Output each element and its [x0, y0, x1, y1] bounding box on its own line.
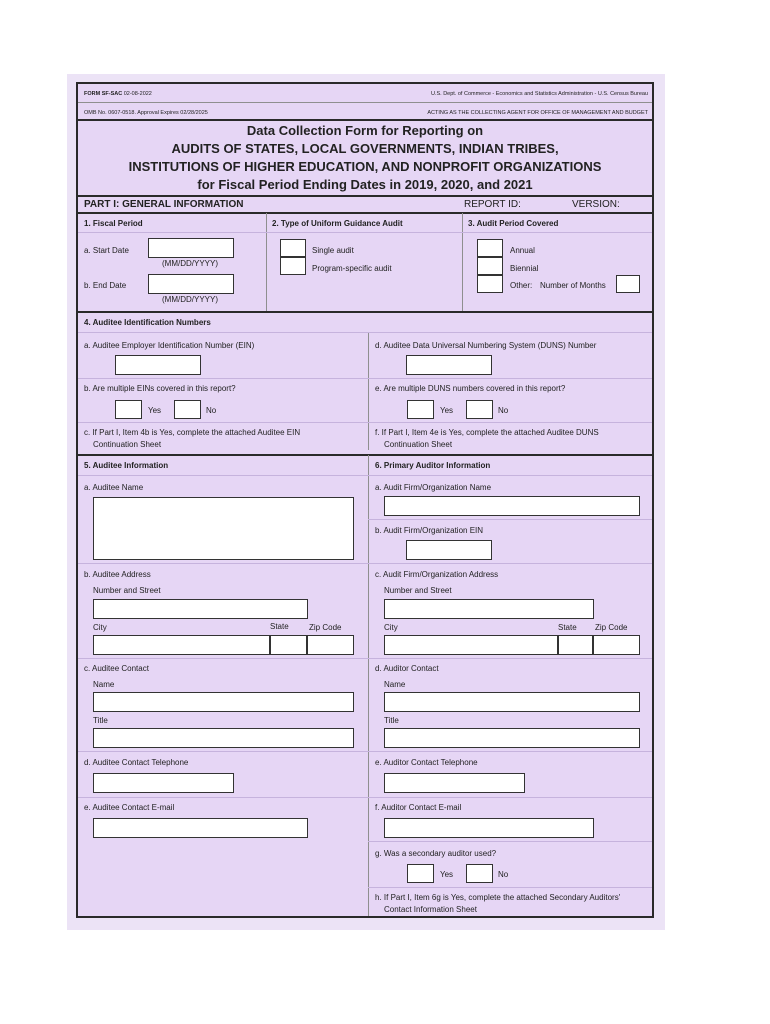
ein-input[interactable] — [115, 355, 201, 375]
auditor-rule-5 — [368, 797, 652, 798]
multiple-eins-label: b. Are multiple EINs covered in this report? — [84, 384, 236, 393]
auditor-email-label: f. Auditor Contact E-mail — [375, 803, 462, 812]
auditee-contact-name-label: Name — [93, 680, 115, 689]
sec-1-3-header-rule — [78, 232, 652, 233]
multiple-duns-no-checkbox[interactable] — [466, 400, 493, 419]
auditor-email-input[interactable] — [384, 818, 594, 838]
auditor-phone-input[interactable] — [384, 773, 525, 793]
sec-4-row-rule-1 — [78, 378, 652, 379]
audit-period-title: 3. Audit Period Covered — [468, 219, 559, 228]
multiple-duns-yes-label: Yes — [440, 406, 454, 415]
part-1-rule — [78, 212, 652, 214]
auditor-ein-label: b. Audit Firm/Organization EIN — [375, 526, 484, 535]
secondary-auditor-yes-label: Yes — [440, 870, 454, 879]
auditor-rule-4 — [368, 751, 652, 752]
single-audit-checkbox[interactable] — [280, 239, 306, 257]
multiple-eins-no-label: No — [206, 406, 217, 415]
duns-input[interactable] — [406, 355, 492, 375]
auditee-contact-label: c. Auditee Contact — [84, 664, 149, 673]
program-specific-label: Program-specific audit — [312, 264, 392, 273]
sec-4-bottom-rule — [78, 454, 652, 456]
divider-2-3 — [462, 213, 463, 311]
ein-continuation-line-2: Continuation Sheet — [93, 440, 162, 449]
ein-label: a. Auditee Employer Identification Number (EIN) — [84, 341, 255, 350]
multiple-duns-no-label: No — [498, 406, 509, 415]
auditee-email-label: e. Auditee Contact E-mail — [84, 803, 175, 812]
end-date-label: b. End Date — [84, 281, 127, 290]
auditor-contact-label: d. Auditor Contact — [375, 664, 439, 673]
agent-text: ACTING AS THE COLLECTING AGENT FOR OFFICE OF MANAGEMENT AND BUDGET — [427, 110, 648, 116]
title-bottom-rule — [78, 195, 652, 197]
auditor-street-input[interactable] — [384, 599, 594, 619]
auditor-firm-input[interactable] — [384, 496, 640, 516]
start-date-input[interactable] — [148, 238, 234, 258]
auditor-state-input[interactable] — [558, 635, 593, 655]
auditee-city-label: City — [93, 623, 107, 632]
part-1-title: PART I: GENERAL INFORMATION — [84, 199, 244, 210]
fiscal-period-title: 1. Fiscal Period — [84, 219, 143, 228]
auditor-contact-name-input[interactable] — [384, 692, 640, 712]
multiple-eins-no-checkbox[interactable] — [174, 400, 201, 419]
auditee-rule-3 — [78, 751, 368, 752]
form-title-line-4: for Fiscal Period Ending Dates in 2019, 2020, and 2021 — [197, 177, 533, 192]
auditee-ids-title: 4. Auditee Identification Numbers — [84, 318, 211, 327]
sf-sac-form — [76, 82, 654, 918]
auditor-street-label: Number and Street — [384, 586, 452, 595]
other-label: Other: — [510, 281, 533, 290]
duns-continuation-line-2: Continuation Sheet — [384, 440, 453, 449]
number-of-months-label: Number of Months — [540, 281, 606, 290]
other-checkbox[interactable] — [477, 275, 503, 293]
auditee-rule-4 — [78, 797, 368, 798]
biennial-checkbox[interactable] — [477, 257, 503, 275]
auditee-info-title: 5. Auditee Information — [84, 461, 169, 470]
auditee-name-label: a. Auditee Name — [84, 483, 144, 492]
divider-1-2 — [266, 213, 267, 311]
auditor-address-label: c. Audit Firm/Organization Address — [375, 570, 499, 579]
form-code: FORM SF-SAC — [84, 91, 123, 97]
auditee-street-input[interactable] — [93, 599, 308, 619]
auditee-zip-input[interactable] — [307, 635, 354, 655]
secondary-auditor-sheet-line-1: h. If Part I, Item 6g is Yes, complete the attached Secondary Auditors' — [375, 893, 621, 902]
multiple-duns-label: e. Are multiple DUNS numbers covered in this report? — [375, 384, 566, 393]
auditee-state-input[interactable] — [270, 635, 307, 655]
auditor-city-input[interactable] — [384, 635, 558, 655]
auditor-phone-label: e. Auditor Contact Telephone — [375, 758, 478, 767]
header-divider — [78, 102, 652, 103]
omb-text: OMB No. 0607-0518. Approval Expires 02/28/2025 — [84, 110, 208, 116]
form-title-line-1: Data Collection Form for Reporting on — [246, 123, 484, 138]
duns-label: d. Auditee Data Universal Numbering System (DUNS) Number — [375, 341, 597, 350]
sec-3-bottom-rule — [78, 311, 652, 313]
program-specific-checkbox[interactable] — [280, 257, 306, 275]
auditor-rule-1 — [368, 519, 652, 520]
single-audit-label: Single audit — [312, 246, 354, 255]
auditee-name-input[interactable] — [93, 497, 354, 560]
auditor-contact-name-label: Name — [384, 680, 406, 689]
secondary-auditor-no-checkbox[interactable] — [466, 864, 493, 883]
annual-label: Annual — [510, 246, 535, 255]
secondary-auditor-no-label: No — [498, 870, 509, 879]
ein-continuation-line-1: c. If Part I, Item 4b is Yes, complete the attached Auditee EIN — [84, 428, 301, 437]
auditee-zip-label: Zip Code — [309, 623, 342, 632]
audit-type-title: 2. Type of Uniform Guidance Audit — [272, 219, 403, 228]
sec-4-divider — [368, 333, 369, 450]
version-label: VERSION: — [572, 199, 620, 210]
sec-5-6-header-rule — [78, 475, 652, 476]
sec-5-6-divider — [368, 455, 369, 916]
multiple-duns-yes-checkbox[interactable] — [407, 400, 434, 419]
dept-text: U.S. Dept. of Commerce - Economics and Statistics Administration - U.S. Census Bureau — [430, 91, 648, 97]
auditor-info-title: 6. Primary Auditor Information — [375, 461, 491, 470]
form-date: 02-08-2022 — [123, 91, 152, 97]
auditor-firm-label: a. Audit Firm/Organization Name — [375, 483, 492, 492]
auditor-rule-3 — [368, 658, 652, 659]
start-date-hint: (MM/DD/YYYY) — [162, 259, 218, 268]
auditee-address-label: b. Auditee Address — [84, 570, 151, 579]
sec-4-row-rule-2 — [78, 422, 652, 423]
form-title-line-3: INSTITUTIONS OF HIGHER EDUCATION, AND NONPROFIT ORGANIZATIONS — [128, 159, 602, 174]
end-date-hint: (MM/DD/YYYY) — [162, 295, 218, 304]
auditee-contact-title-input[interactable] — [93, 728, 354, 748]
secondary-auditor-sheet-line-2: Contact Information Sheet — [384, 905, 477, 914]
form-code-line — [84, 92, 152, 98]
auditee-state-label: State — [270, 622, 289, 631]
sec-4-header-rule — [78, 332, 652, 333]
auditor-city-label: City — [384, 623, 398, 632]
auditee-city-input[interactable] — [93, 635, 270, 655]
auditee-email-input[interactable] — [93, 818, 308, 838]
annual-checkbox[interactable] — [477, 239, 503, 257]
auditee-rule-1 — [78, 563, 368, 564]
auditor-rule-2 — [368, 563, 652, 564]
duns-continuation-line-1: f. If Part I, Item 4e is Yes, complete the attached Auditee DUNS — [375, 428, 599, 437]
report-id-label: REPORT ID: — [464, 199, 521, 210]
auditor-zip-label: Zip Code — [595, 623, 628, 632]
header-bottom-rule — [78, 119, 652, 121]
auditor-ein-input[interactable] — [406, 540, 492, 560]
auditee-street-label: Number and Street — [93, 586, 161, 595]
auditee-phone-label: d. Auditee Contact Telephone — [84, 758, 189, 767]
number-of-months-input[interactable] — [616, 275, 640, 293]
multiple-eins-yes-label: Yes — [148, 406, 162, 415]
secondary-auditor-yes-checkbox[interactable] — [407, 864, 434, 883]
multiple-eins-yes-checkbox[interactable] — [115, 400, 142, 419]
auditee-phone-input[interactable] — [93, 773, 234, 793]
auditor-contact-title-input[interactable] — [384, 728, 640, 748]
end-date-input[interactable] — [148, 274, 234, 294]
secondary-auditor-label: g. Was a secondary auditor used? — [375, 849, 497, 858]
auditor-rule-6 — [368, 841, 652, 842]
auditee-contact-name-input[interactable] — [93, 692, 354, 712]
auditee-contact-title-label: Title — [93, 716, 108, 725]
auditor-contact-title-label: Title — [384, 716, 399, 725]
auditor-rule-7 — [368, 887, 652, 888]
auditor-zip-input[interactable] — [593, 635, 640, 655]
form-title-line-2: AUDITS OF STATES, LOCAL GOVERNMENTS, INDIAN TRIBES, — [171, 141, 559, 156]
start-date-label: a. Start Date — [84, 246, 129, 255]
auditee-rule-2 — [78, 658, 368, 659]
biennial-label: Biennial — [510, 264, 539, 273]
auditor-state-label: State — [558, 623, 577, 632]
